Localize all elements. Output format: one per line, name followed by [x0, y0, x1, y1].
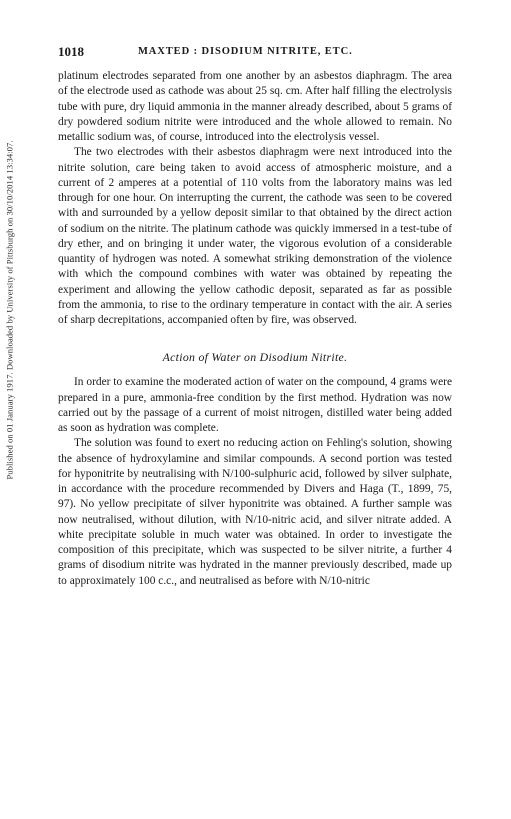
publication-watermark: [3, 95, 17, 525]
paragraph: The solution was found to exert no reducing action on Fehling's solution, showing the absence of hydroxylamine and similar compounds. A second portion was tested for hyponitrite by neutralising with N/100-sulphuric acid, followed by silver sulphate, in accordance with the procedure recommended by Divers and Haga (T., 1899, 75, 97). No yellow precipitate of silver hyponitrite was obtained. A further sample was now neutralised, without dilution, with N/10-nitric acid, and silver nitrate added. A white precipitate soluble in much water was obtained. In order to investigate the composition of this precipitate, which was suspected to be silver nitrite, a further 4 grams of disodium nitrite was hydrated in the manner previously described, made up to approximately 100 c.c., and neutralised as before with N/10-nitric: [58, 437, 452, 587]
paragraph: In order to examine the moderated action of water on the compound, 4 grams were prepared in a pure, ammonia-free condition by the first method. Hydration was now carried out by the passage of a current of moist nitrogen, distilled water being added as soon as hydration was complete.: [58, 376, 452, 434]
article-body: [58, 69, 452, 589]
paragraph: platinum electrodes separated from one another by an asbestos diaphragm. The area of the electrode used as cathode was about 25 sq. cm. After half filling the electrolysis tube with pure, dry liquid ammonia in the manner already described, about 5 grams of dry powdered sodium nitrite were introduced and the whole allowed to remain. No metallic sodium was, of course, introduced into the electrolysis vessel.: [58, 70, 452, 143]
section-heading: Action of Water on Disodium Nitrite.: [162, 350, 348, 365]
page-header: [58, 44, 452, 60]
running-head: MAXTED : DISODIUM NITRITE, ETC.: [138, 46, 353, 57]
paragraph: The two electrodes with their asbestos diaphragm were next introduced into the nitrite solution, care being taken to avoid access of atmospheric moisture, and a current of 2 amperes at a potential of 110 volts from the laboratory mains was led through for one hour. On interrupting the current, the cathode was seen to be covered with and surrounded by a yellow deposit similar to that obtained by the direct action of sodium on the nitrite. The platinum cathode was quickly immersed in a test-tube of dry ether, and on bringing it under water, the vigorous evolution of a considerable quantity of hydrogen was noted. A somewhat striking demonstration of the violence with which the compound combines with water was obtained by repeating the experiment and allowing the yellow cathodic deposit, separated as far as possible from the ammonia, to rise to the ordinary temperature in contact with the air. A series of sharp decrepitations, accompanied often by fire, was observed.: [58, 146, 452, 326]
page-number: 1018: [58, 44, 84, 59]
publication-watermark-text: Published on 01 January 1917. Downloaded by University of Pittsburgh on 30/10/2014 13:34:07.: [5, 140, 16, 480]
